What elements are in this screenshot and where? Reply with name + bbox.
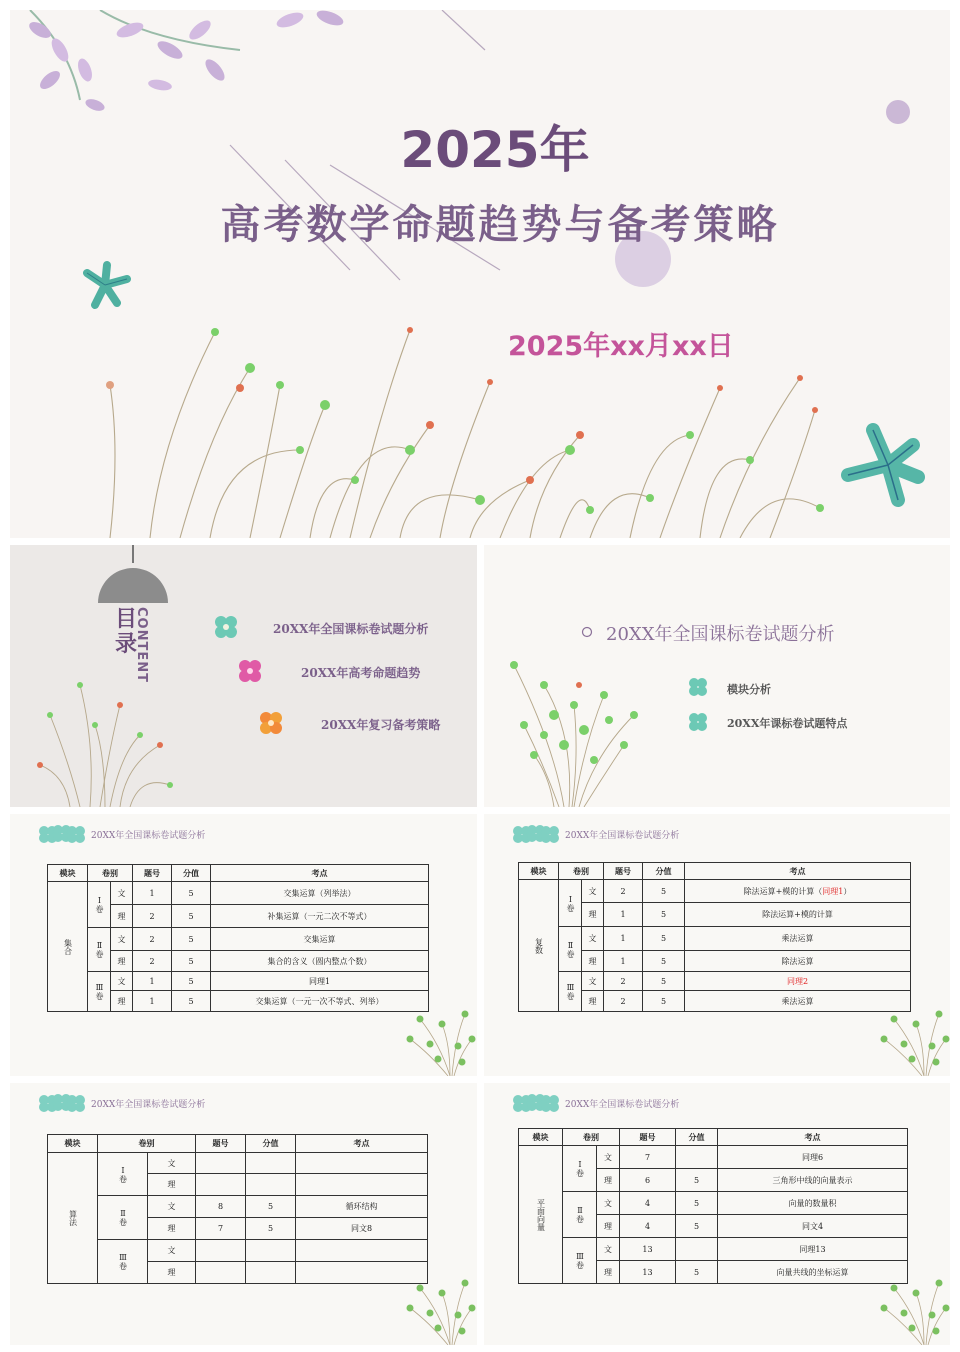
section-item-1[interactable]: 模块分析 (727, 683, 771, 696)
type-cell: 文 (582, 880, 604, 903)
type-cell: 文 (597, 1146, 620, 1169)
cover-decoration (10, 10, 950, 538)
table-header-row (519, 863, 911, 880)
type-cell: 文 (148, 1196, 196, 1218)
leaf-left-graphic (87, 265, 127, 305)
table-slide-sets (10, 814, 477, 1076)
question-number-cell: 7 (196, 1218, 246, 1240)
score-cell: 5 (172, 991, 211, 1012)
topic-cell: 同理1 (211, 972, 429, 991)
paper-group-cell (559, 972, 582, 1012)
score-cell: 5 (172, 972, 211, 991)
type-cell: 文 (597, 1192, 620, 1215)
table-header-cell: 分值 (246, 1135, 296, 1153)
topic-cell (296, 1262, 428, 1284)
topic-cell: 向量的数量积 (718, 1192, 908, 1215)
question-number-cell: 2 (133, 928, 172, 951)
corner-plant-graphic (881, 1011, 950, 1077)
type-cell: 理 (148, 1262, 196, 1284)
score-cell: 5 (676, 1169, 718, 1192)
paper-group-cell (88, 882, 111, 928)
topic-cell: 交集运算（列举法） (211, 882, 429, 905)
paper-group-label: Ⅱ卷 (118, 1209, 128, 1226)
section-item-2[interactable]: 20XX年课标卷试题特点 (727, 717, 848, 730)
paper-group-cell (563, 1238, 597, 1284)
table-header-cell: 卷别 (563, 1129, 620, 1146)
table-row (48, 1196, 428, 1218)
table-header-row (48, 1135, 428, 1153)
topic-tail: ） (843, 886, 852, 896)
table-header-cell: 分值 (172, 865, 211, 882)
question-number-cell: 1 (604, 927, 643, 951)
header-flowers-icon (513, 1094, 559, 1112)
table-header-cell: 模块 (519, 863, 559, 880)
topic-cell: 向量共线的坐标运算 (718, 1261, 908, 1284)
topic-cell: 循环结构 (296, 1196, 428, 1218)
table-header-cell: 题号 (196, 1135, 246, 1153)
table-header-cell: 考点 (296, 1135, 428, 1153)
score-cell: 5 (676, 1261, 718, 1284)
analysis-table (47, 1134, 428, 1284)
topic-cell: 补集运算（一元二次不等式） (211, 905, 429, 928)
paper-group-cell (98, 1196, 148, 1240)
topic-cell: 交集运算（一元一次不等式、列举） (211, 991, 429, 1012)
paper-group-cell (98, 1240, 148, 1284)
question-number-cell: 1 (133, 991, 172, 1012)
question-number-cell: 2 (604, 991, 643, 1012)
type-cell: 理 (111, 991, 133, 1012)
section-wildflowers-graphic (514, 665, 634, 807)
question-number-cell: 4 (620, 1215, 676, 1238)
table-header-row (48, 865, 429, 882)
topic-text: 除法运算+模的计算（ (743, 886, 823, 896)
lavender-branch-graphic (27, 10, 346, 113)
table-header-cell: 考点 (718, 1129, 908, 1146)
paper-group-label: Ⅲ卷 (575, 1252, 585, 1269)
table-header-cell: 分值 (676, 1129, 718, 1146)
header-flowers-icon (513, 825, 559, 843)
paper-group-cell (559, 880, 582, 927)
cover-main-title: 高考数学命题趋势与备考策略 (220, 201, 780, 248)
topic-cell (296, 1240, 428, 1262)
question-number-cell: 1 (604, 951, 643, 972)
type-cell: 理 (582, 951, 604, 972)
type-cell: 文 (111, 972, 133, 991)
analysis-table (518, 862, 911, 1012)
type-cell: 理 (148, 1218, 196, 1240)
slide-header-title: 20XX年全国课标卷试题分析 (565, 831, 680, 841)
question-number-cell: 13 (620, 1238, 676, 1261)
slide-header-title: 20XX年全国课标卷试题分析 (565, 1100, 680, 1110)
table-slide-algorithm (10, 1083, 477, 1345)
topic-cell: 三角形中线的向量表示 (718, 1169, 908, 1192)
table-row (48, 928, 429, 951)
question-number-cell: 6 (620, 1169, 676, 1192)
module-label: 算法 (68, 1210, 78, 1226)
topic-cell: 除法运算+模的计算 (685, 903, 911, 927)
flower-icon-teal (689, 713, 707, 731)
table-row (519, 972, 911, 991)
score-cell (246, 1240, 296, 1262)
table-header-cell: 卷别 (98, 1135, 196, 1153)
table-row (519, 1146, 908, 1169)
topic-cell (296, 1153, 428, 1174)
type-cell: 文 (111, 882, 133, 905)
lamp-shade-graphic (98, 568, 168, 603)
paper-group-label: Ⅱ卷 (95, 941, 104, 958)
topic-cell (685, 972, 911, 991)
score-cell: 5 (643, 972, 685, 991)
topic-cell: 同理6 (718, 1146, 908, 1169)
type-cell: 理 (111, 905, 133, 928)
topic-cell (685, 880, 911, 903)
score-cell: 5 (643, 927, 685, 951)
question-number-cell: 2 (133, 905, 172, 928)
flower-icon-pink (239, 660, 261, 682)
score-cell: 5 (643, 991, 685, 1012)
corner-plant-graphic (407, 1011, 476, 1077)
table-row (48, 1240, 428, 1262)
topic-cell (296, 1174, 428, 1196)
type-cell: 理 (597, 1261, 620, 1284)
toc-slide (10, 545, 477, 807)
topic-cell: 集合的含义（圆内整点个数） (211, 951, 429, 972)
table-row (519, 880, 911, 903)
paper-group-cell (88, 972, 111, 1012)
paper-group-cell (563, 1146, 597, 1192)
corner-plant-graphic (881, 1280, 950, 1346)
score-cell: 5 (172, 951, 211, 972)
table-header-cell: 卷别 (88, 865, 133, 882)
table-header-cell: 分值 (643, 863, 685, 880)
table-header-cell: 题号 (133, 865, 172, 882)
question-number-cell: 2 (604, 880, 643, 903)
question-number-cell: 4 (620, 1192, 676, 1215)
paper-group-label: Ⅲ卷 (118, 1253, 128, 1270)
topic-cell: 除法运算 (685, 951, 911, 972)
corner-plant-graphic (407, 1280, 476, 1346)
table-header-cell: 模块 (48, 865, 88, 882)
table-row (519, 1192, 908, 1215)
topic-cell: 同文4 (718, 1215, 908, 1238)
table-slide-vectors (484, 1083, 950, 1345)
table-header-cell: 考点 (685, 863, 911, 880)
paper-group-label: Ⅰ卷 (118, 1165, 128, 1183)
module-cell (519, 880, 559, 1012)
score-cell: 5 (246, 1218, 296, 1240)
type-cell: 文 (597, 1238, 620, 1261)
toc-title: 目录 (114, 606, 137, 657)
question-number-cell (196, 1153, 246, 1174)
type-cell: 理 (148, 1174, 196, 1196)
question-number-cell: 1 (133, 882, 172, 905)
type-cell: 文 (148, 1153, 196, 1174)
topic-highlight: 同理2 (786, 976, 809, 986)
slide-header-title: 20XX年全国课标卷试题分析 (91, 831, 206, 841)
toc-item-3[interactable]: 20XX年复习备考策略 (321, 718, 441, 732)
leaf-right-graphic (848, 430, 918, 500)
table-row (48, 1153, 428, 1174)
topic-cell: 同理13 (718, 1238, 908, 1261)
section-slide (484, 545, 950, 807)
paper-group-label: Ⅰ卷 (566, 894, 575, 912)
type-cell: 文 (111, 928, 133, 951)
module-label: 平面向量 (536, 1198, 546, 1231)
type-cell: 理 (111, 951, 133, 972)
module-cell (519, 1146, 563, 1284)
analysis-table (47, 864, 429, 1012)
type-cell: 理 (597, 1215, 620, 1238)
topic-cell: 同文8 (296, 1218, 428, 1240)
table-header-cell: 题号 (604, 863, 643, 880)
topic-cell: 乘法运算 (685, 927, 911, 951)
section-decoration (484, 545, 950, 807)
question-number-cell: 13 (620, 1261, 676, 1284)
question-number-cell (196, 1262, 246, 1284)
score-cell: 5 (172, 928, 211, 951)
table-header-cell: 考点 (211, 865, 429, 882)
section-title: 20XX年全国课标卷试题分析 (606, 624, 835, 645)
table-row (48, 972, 429, 991)
score-cell: 5 (643, 880, 685, 903)
paper-group-label: Ⅲ卷 (95, 983, 104, 1000)
score-cell: 5 (172, 882, 211, 905)
section-flower-heads (510, 661, 638, 764)
score-cell (246, 1262, 296, 1284)
flower-icon-teal (215, 616, 237, 638)
toc-content-label: CONTENT (134, 607, 149, 683)
paper-group-cell (98, 1153, 148, 1196)
score-cell: 5 (246, 1196, 296, 1218)
slide-header-title: 20XX年全国课标卷试题分析 (91, 1100, 206, 1110)
table-row (519, 927, 911, 951)
score-cell (676, 1146, 718, 1169)
question-number-cell: 1 (133, 972, 172, 991)
type-cell: 理 (582, 991, 604, 1012)
question-number-cell (196, 1174, 246, 1196)
score-cell (676, 1238, 718, 1261)
question-number-cell (196, 1240, 246, 1262)
type-cell: 文 (582, 972, 604, 991)
score-cell (246, 1153, 296, 1174)
topic-cell: 交集运算 (211, 928, 429, 951)
toc-item-2[interactable]: 20XX年高考命题趋势 (301, 666, 421, 680)
question-number-cell: 1 (604, 903, 643, 927)
table-row (519, 1238, 908, 1261)
table-header-cell: 卷别 (559, 863, 604, 880)
toc-item-1[interactable]: 20XX年全国课标卷试题分析 (273, 622, 429, 636)
table-slide-complex (484, 814, 950, 1076)
paper-group-cell (88, 928, 111, 972)
paper-group-label: Ⅲ卷 (566, 983, 575, 1000)
cover-slide (10, 10, 950, 538)
paper-group-label: Ⅱ卷 (575, 1206, 585, 1223)
question-number-cell: 8 (196, 1196, 246, 1218)
paper-group-cell (563, 1192, 597, 1238)
flower-icon-teal (689, 678, 707, 696)
module-label: 集合 (63, 938, 73, 955)
table-header-row (519, 1129, 908, 1146)
module-cell (48, 882, 88, 1012)
paper-group-label: Ⅰ卷 (95, 896, 104, 913)
paper-group-label: Ⅰ卷 (575, 1160, 585, 1177)
type-cell: 文 (582, 927, 604, 951)
topic-cell: 乘法运算 (685, 991, 911, 1012)
paper-group-cell (559, 927, 582, 972)
cover-date: 2025年xx月xx日 (508, 331, 734, 362)
toc-wildflowers-graphic (40, 685, 170, 807)
table-header-cell: 模块 (519, 1129, 563, 1146)
flower-icon-orange (260, 712, 282, 734)
question-number-cell: 7 (620, 1146, 676, 1169)
score-cell: 5 (643, 903, 685, 927)
module-cell (48, 1153, 98, 1284)
header-flowers-icon (39, 1094, 85, 1112)
paper-group-label: Ⅱ卷 (566, 940, 575, 958)
topic-highlight: 同理1 (822, 886, 844, 896)
score-cell: 5 (676, 1215, 718, 1238)
type-cell: 理 (597, 1169, 620, 1192)
table-header-cell: 模块 (48, 1135, 98, 1153)
module-label: 复数 (534, 937, 544, 954)
cover-year-title: 2025年 (400, 121, 590, 179)
type-cell: 理 (582, 903, 604, 927)
score-cell: 5 (643, 951, 685, 972)
analysis-table (518, 1128, 908, 1284)
bullet-circle-icon (583, 628, 592, 637)
header-flowers-icon (39, 825, 85, 843)
table-header-cell: 题号 (620, 1129, 676, 1146)
score-cell: 5 (172, 905, 211, 928)
type-cell: 文 (148, 1240, 196, 1262)
score-cell (246, 1174, 296, 1196)
question-number-cell: 2 (604, 972, 643, 991)
score-cell: 5 (676, 1192, 718, 1215)
question-number-cell: 2 (133, 951, 172, 972)
table-row (48, 882, 429, 905)
